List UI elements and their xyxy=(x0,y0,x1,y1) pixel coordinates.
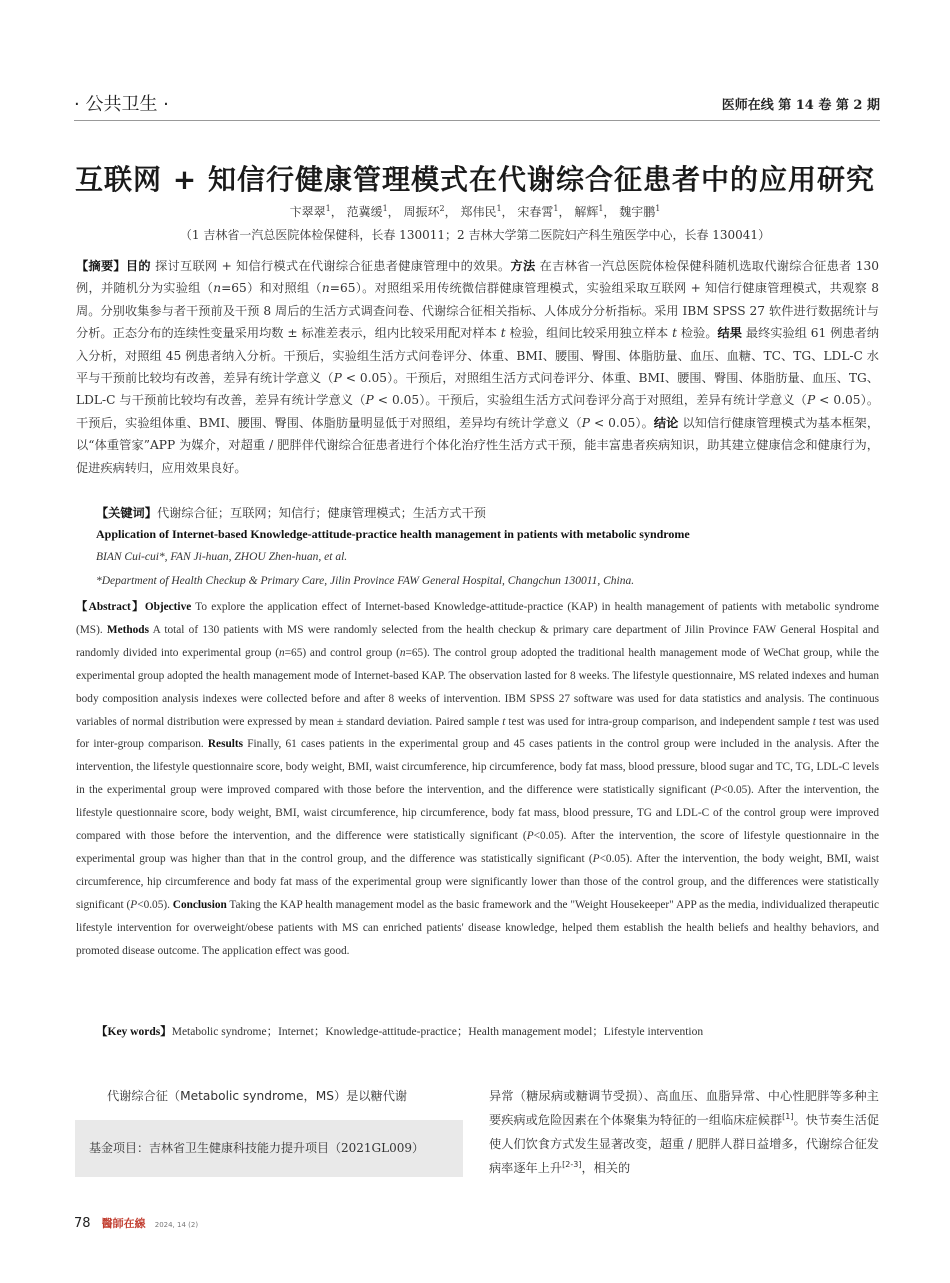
results-text: <0.05). xyxy=(137,898,173,911)
t-symbol: t xyxy=(812,715,816,728)
n-symbol: n xyxy=(321,281,330,296)
journal-issue-info: 医师在线 第 14 卷 第 2 期 xyxy=(721,98,880,113)
author-name: 郑伟民 xyxy=(460,205,497,219)
funding-text: 基金项目：吉林省卫生健康科技能力提升项目（2021GL009） xyxy=(89,1141,425,1155)
p-symbol: P xyxy=(130,898,138,911)
methods-label: Methods xyxy=(106,623,149,636)
author-name: 解辉 xyxy=(574,205,599,219)
results-text: <0.05). After the intervention, the body weight, BMI, waist circumference, hip circumference and body fat mass of the experimental group were significantly lower than those of the control group, and the differences were statistically significant ( xyxy=(76,852,879,911)
english-authors: BIAN Cui-cui*, FAN Ji-huan, ZHOU Zhen-huan, et al. xyxy=(96,551,348,563)
results-label: Results xyxy=(207,738,244,751)
article-title: 互联网 + 知信行健康管理模式在代谢综合征患者中的应用研究 xyxy=(75,163,875,196)
english-affiliation: *Department of Health Checkup & Primary Care, Jilin Province FAW General Hospital, Changchun 130011, China. xyxy=(96,575,635,587)
author-affiliation-mark: 1 xyxy=(655,204,661,213)
p-symbol: P xyxy=(333,371,342,386)
keywords-chinese xyxy=(96,502,879,524)
funding-box xyxy=(75,1120,463,1177)
methods-text: 在吉林省一汽总医院体检保健科随机选取代谢综合征患者 130 例，并随机分为实验组（ xyxy=(76,259,880,296)
body-text: 。快节奏生活促使人们饮食方式发生显著改变，超重 / 肥胖人群日益增多，代谢综合征发病率逐年上升 xyxy=(489,1113,880,1175)
keywords-text: Metabolic syndrome；Internet；Knowledge-attitude-practice；Health management model；Lifestyle intervention xyxy=(171,1026,704,1038)
author-affiliation-mark: 1 xyxy=(553,204,559,213)
author-affiliation-mark: 1 xyxy=(496,204,502,213)
p-symbol: P xyxy=(581,415,590,430)
author-affiliations: （1 吉林省一汽总医院体检保健科，长春 130011；2 吉林大学第二医院妇产科生殖医学中心，长春 130041） xyxy=(179,228,771,242)
conclusion-label: 结论 xyxy=(653,415,679,430)
methods-text: =65）。对照组采用传统微信群健康管理模式，实验组采取互联网 + 知信行健康管理模式，共观察 8 周。分别收集参与者干预前及干预 8 周后的生活方式调查问卷、代谢综合征相关指标、人体成分分析指标。采用 IBM SPSS 27 软件进行数据统计与分析。正态分布的连续性变量采用均数 ± 标准差表示，组内比较采用配对样本 xyxy=(76,281,879,341)
keywords-english xyxy=(96,1021,879,1043)
t-symbol: t xyxy=(502,715,506,728)
p-symbol: P xyxy=(526,830,534,843)
methods-text: =65）和对照组（ xyxy=(221,281,322,296)
conclusion-text: Taking the KAP health management model as the basic framework and the "Weight Housekeeper" APP as the media, individualized therapeutic lifestyle intervention for overweight/obese patients with MS can enriched patients' disease knowledge, helped them establish the health beliefs and healthy behaviors, and promoted disease outcome. The application effect was good. xyxy=(76,898,879,957)
methods-text: test was used for intra-group comparison, and independent sample xyxy=(505,715,813,728)
author-affiliation-mark: 2 xyxy=(439,204,445,213)
citation-ref[interactable]: [1] xyxy=(782,1111,794,1121)
issue-info: 2024, 14 (2) xyxy=(154,1221,199,1229)
objective-label: Objective xyxy=(144,601,192,613)
conclusion-label: Conclusion xyxy=(172,898,227,911)
abstract-english xyxy=(76,596,879,963)
header-divider xyxy=(74,120,880,121)
p-symbol: P xyxy=(592,852,600,865)
p-symbol: P xyxy=(714,784,722,797)
t-symbol: t xyxy=(672,326,678,341)
journal-logo: 醫師在線 xyxy=(101,1217,146,1230)
methods-text: 检验。 xyxy=(677,326,718,341)
author-name: 卞翠翠 xyxy=(289,205,326,219)
keywords-label: 【关键词】 xyxy=(96,506,157,520)
results-text: Finally, 61 cases patients in the experimental group and 45 cases patients in the control group were included in the analysis. After the intervention, the lifestyle questionnaire score, body weight, BMI, waist circumference, hip circumference, body fat mass, blood pressure, blood sugar and TC, TG, LDL-C levels in the experimental group were improved compared with those before the intervention, and the difference were statistically significant ( xyxy=(76,738,879,797)
objective-label: 目的 xyxy=(125,259,151,273)
results-text: 最终实验组 61 例患者纳入分析，对照组 45 例患者纳入分析。干预后，实验组生活方式问卷评分、体重、BMI、腰围、臀围、体脂肪量、血压、血糖、TC、TG、LDL-C 水平与干预前比较均有改善，差异有统计学意义（ xyxy=(76,326,880,386)
author-affiliation-mark: 1 xyxy=(382,204,388,213)
citation-ref[interactable]: [2-3] xyxy=(562,1159,582,1169)
author-affiliation-mark: 1 xyxy=(325,204,331,213)
page-number: 78 xyxy=(74,1216,91,1231)
results-text: < 0.05）。干预后，实验组体重、BMI、腰围、臀围、体脂肪量明显低于对照组，差异均有统计学意义（ xyxy=(76,393,880,430)
body-right-column xyxy=(489,1084,879,1180)
keywords-text: 代谢综合征；互联网；知信行；健康管理模式；生活方式干预 xyxy=(156,506,486,520)
conclusion-text: 以知信行健康管理模式为基本框架，以“体重管家”APP 为媒介，对超重 / 肥胖伴代谢综合征患者进行个体化治疗性生活方式干预，能丰富患者疾病知识，助其建立健康信念和健康行为，促进疾病转归，应用效果良好。 xyxy=(76,415,880,475)
n-symbol: n xyxy=(279,646,285,659)
p-symbol: P xyxy=(806,393,816,408)
abstract-label: 【摘要】 xyxy=(76,259,126,273)
methods-text: A total of 130 patients with MS were randomly selected from the health checkup & primary care department of Jilin Province FAW General Hospital and randomly divided into experimental group ( xyxy=(76,623,879,659)
results-text: <0.05). After the intervention, the lifestyle questionnaire score, body weight, BMI, waist circumference, hip circumference, body fat mass, blood pressure, TG and LDL-C of the control group were improved compared with those before the intervention, and the difference were statistically significant ( xyxy=(76,784,880,843)
page-footer xyxy=(74,1212,198,1231)
n-symbol: n xyxy=(399,646,406,659)
body-text: ，相关的 xyxy=(581,1161,631,1175)
results-label: 结果 xyxy=(717,326,742,341)
methods-label: 方法 xyxy=(510,259,536,273)
methods-text: 检验，组间比较采用独立样本 xyxy=(505,326,673,341)
body-text: 异常（糖尿病或糖调节受损）、高血压、血脂异常、中心性肥胖等多种主要疾病或危险因素在个体聚集为特征的一组临床症候群 xyxy=(489,1089,879,1127)
abstract-label: 【Abstract】 xyxy=(76,601,145,613)
p-symbol: P xyxy=(365,393,374,408)
objective-text: 探讨互联网 + 知信行模式在代谢综合征患者健康管理中的效果。 xyxy=(155,259,511,273)
results-text: < 0.05）。干预后，对照组生活方式问卷评分、体重、BMI、腰围、臀围、体脂肪量、血压、TG、LDL-C 与干预前比较均有改善，差异有统计学意义（ xyxy=(76,371,879,408)
abstract-chinese xyxy=(76,255,879,479)
methods-text: =65) and control group ( xyxy=(284,646,400,659)
t-symbol: t xyxy=(500,326,506,341)
keywords-label: 【Key words】 xyxy=(96,1026,172,1038)
author-affiliation-mark: 1 xyxy=(598,204,604,213)
author-name: 魏宇鹏 xyxy=(619,205,656,219)
body-left-column: 代谢综合征（Metabolic syndrome，MS）是以糖代谢 xyxy=(107,1089,408,1103)
results-text: < 0.05）。干预后，实验组生活方式问卷评分高于对照组，差异有统计学意义（ xyxy=(373,393,807,408)
methods-text: test was used for inter-group comparison. xyxy=(76,715,880,751)
author-name: 宋春霄 xyxy=(517,205,554,219)
section-label: · 公共卫生 · xyxy=(74,94,169,115)
english-title: Application of Internet-based Knowledge-attitude-practice health management in patients with metabolic syndrome xyxy=(96,527,690,541)
n-symbol: n xyxy=(213,281,222,296)
methods-text: =65). The control group adopted the traditional health management mode of WeChat group, while the experimental group adopted the health management mode of Internet-based KAP. The observation lasted for 8 weeks. The lifestyle questionnaire, MS related indexes and human body composition analysis indexes were collected before and after 8 weeks of intervention. IBM SPSS 27 software was used for data statistics and analysis. The continuous variables of normal distribution were expressed by mean ± standard deviation. Paired sample xyxy=(76,646,879,728)
objective-text: To explore the application effect of Internet-based Knowledge-attitude-practice (KAP) in health management of patients with metabolic syndrome (MS). xyxy=(76,601,879,636)
author-list: 卞翠翠$^1$， 范冀缓$^1$， 周振环$^2$， 郑伟民$^1$， 宋春霄$^1$， 解辉$^1$， 魏宇鹏$^1$ xyxy=(289,204,661,219)
results-text: <0.05). After the intervention, the score of lifestyle questionnaire in the experimental group was higher than that in the control group, and the difference was statistically significant ( xyxy=(76,830,879,865)
results-text: < 0.05）。 xyxy=(589,415,654,430)
author-name: 范冀缓 xyxy=(346,205,383,219)
author-name: 周振环 xyxy=(403,205,440,219)
